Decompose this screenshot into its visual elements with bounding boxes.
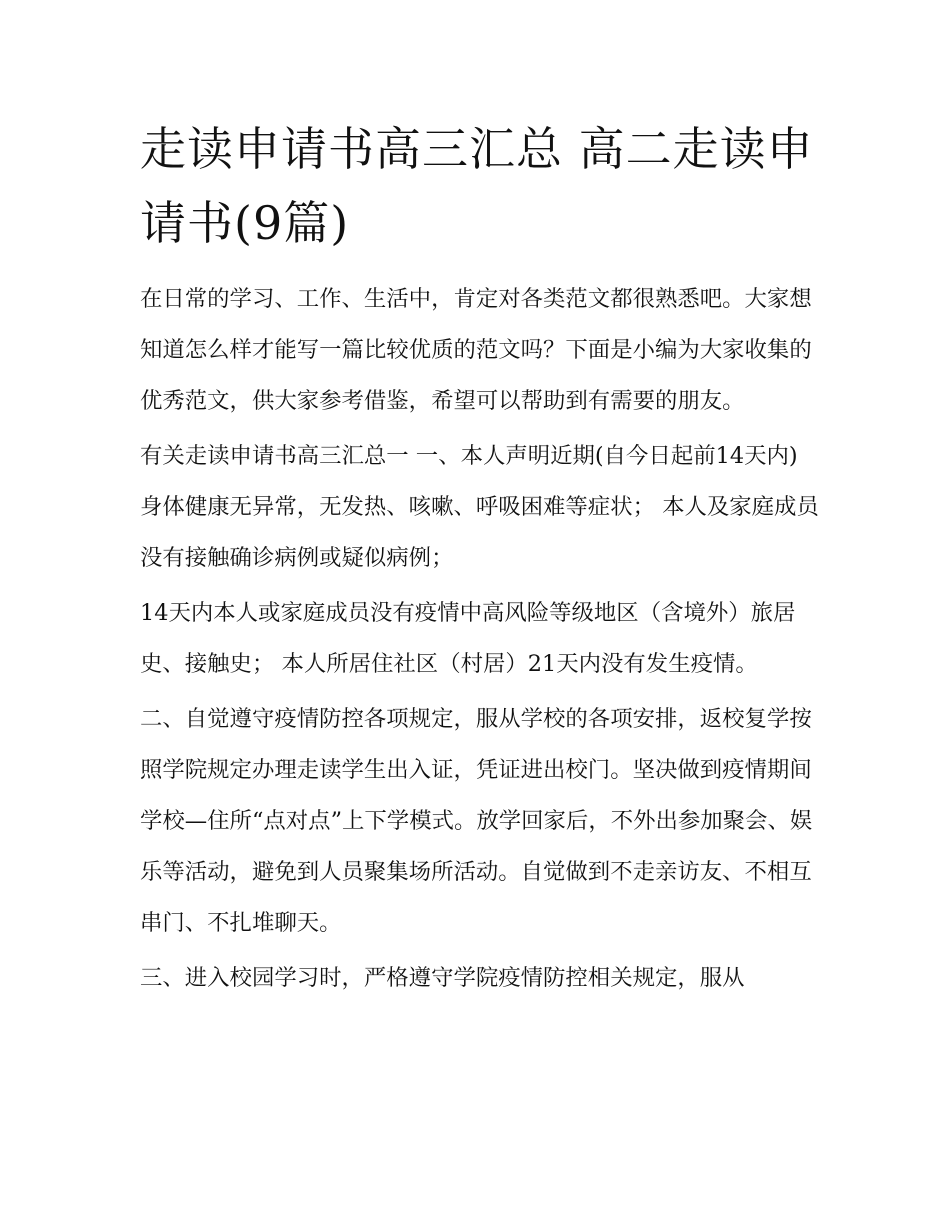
paragraph-declaration-2: 14天内本人或家庭成员没有疫情中高风险等级地区（含境外）旅居史、接触史； 本人所居住社区（村居）21天内没有发生疫情。 [140, 600, 796, 677]
paragraph-declaration-1: 有关走读申请书高三汇总一 一、本人声明近期(自今日起前14天内)身体健康无异常，无发热、咳嗽、呼吸困难等症状； 本人及家庭成员没有接触确诊病例或疑似病例； [140, 443, 819, 571]
document-body [140, 112, 820, 1008]
paragraph-intro: 在日常的学习、工作、生活中，肯定对各类范文都很熟悉吧。大家想知道怎么样才能写一篇比较优质的范文吗？下面是小编为大家收集的优秀范文，供大家参考借鉴，希望可以帮助到有需要的朋友。 [140, 286, 812, 414]
paragraph-section-2: 二、自觉遵守疫情防控各项规定，服从学校的各项安排，返校复学按照学院规定办理走读学生出入证，凭证进出校门。坚决做到疫情期间学校—住所“点对点”上下学模式。放学回家后，不外出参加聚会、娱乐等活动，避免到人员聚集场所活动。自觉做到不走亲访友、不相互串门、不扎堆聊天。 [140, 706, 813, 936]
document-title: 走读申请书高三汇总 高二走读申请书(9篇) [140, 122, 814, 250]
paragraph-section-3: 三、进入校园学习时，严格遵守学院疫情防控相关规定，服从 [140, 965, 745, 991]
